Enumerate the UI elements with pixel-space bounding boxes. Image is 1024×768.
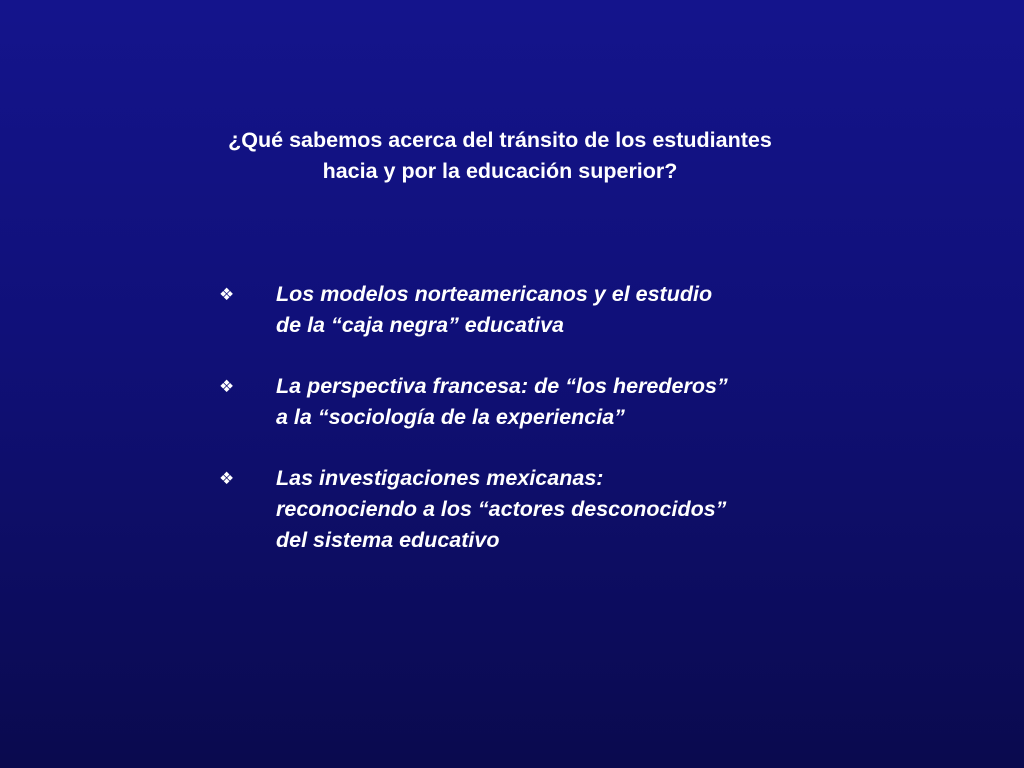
diamond-bullet-icon: ❖ xyxy=(219,469,235,488)
slide-title xyxy=(100,125,900,187)
bullet-2-line-1: La perspectiva francesa: de “los herederos” xyxy=(276,374,728,398)
bullet-1-line-2: de la “caja negra” educativa xyxy=(276,313,564,337)
bullet-2-line-2: a la “sociología de la experiencia” xyxy=(276,405,625,429)
diamond-bullet-icon: ❖ xyxy=(219,285,235,304)
diamond-bullet-icon: ❖ xyxy=(219,377,235,396)
bullet-item-3 xyxy=(215,463,915,556)
bullet-list xyxy=(215,279,915,586)
bullet-3-line-3: del sistema educativo xyxy=(276,528,500,552)
title-line-1: ¿Qué sabemos acerca del tránsito de los estudiantes xyxy=(228,128,772,152)
bullet-3-line-1: Las investigaciones mexicanas: xyxy=(276,466,604,490)
bullet-1-line-1: Los modelos norteamericanos y el estudio xyxy=(276,282,713,306)
bullet-item-1 xyxy=(215,279,915,341)
title-line-2: hacia y por la educación superior? xyxy=(322,159,678,183)
bullet-item-2 xyxy=(215,371,915,433)
bullet-3-line-2: reconociendo a los “actores desconocidos” xyxy=(276,497,727,521)
